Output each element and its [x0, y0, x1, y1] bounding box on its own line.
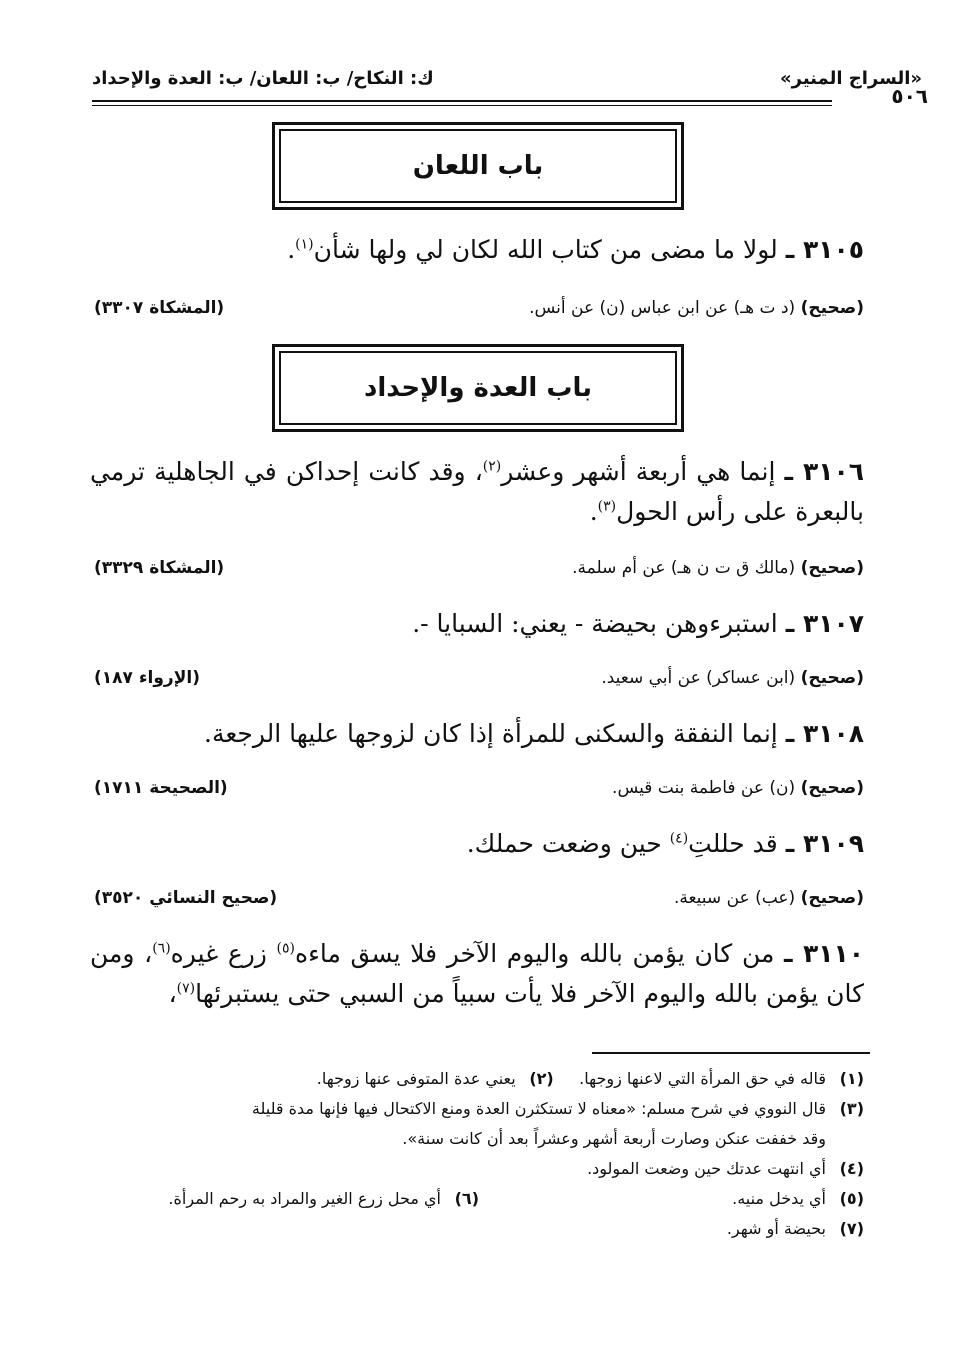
hadith-reference: (المشكاة ٣٣٠٧): [94, 298, 225, 318]
page-header: [92, 62, 928, 108]
hadith-number: ٣١٠٧ ـ: [785, 609, 864, 638]
footnote-text: قاله في حق المرأة التي لاعنها زوجها.: [579, 1069, 826, 1088]
footnote-ref[interactable]: (١): [295, 236, 314, 253]
hadith-text: ، وقد كانت إحداكن في الجاهلية ترمي بالبعرة على رأس الحول: [90, 457, 864, 526]
footnote-text: أي انتهت عدتك حين وضعت المولود.: [587, 1159, 826, 1178]
hadith-source-line: [94, 888, 864, 916]
footnote-ref[interactable]: (٣): [597, 498, 617, 515]
hadith-reference: (المشكاة ٣٣٢٩): [94, 558, 225, 578]
hadith-text: .: [589, 497, 598, 526]
footnote-ref[interactable]: (٥): [276, 940, 295, 957]
hadith-source: (عب) عن سبيعة.: [673, 888, 796, 908]
footnote-number: (٢): [529, 1069, 554, 1088]
footnote-number: (١): [839, 1069, 864, 1088]
hadith-text: .: [287, 235, 296, 264]
hadith-text: إنما النفقة والسكنى للمرأة إذا كان لزوجها عليها الرجعة.: [204, 719, 778, 748]
chapter-title: باب اللعان: [279, 129, 677, 203]
page-number: ٥٠٦: [891, 84, 928, 108]
hadith-source-line: [94, 298, 864, 326]
hadith-3109: [90, 824, 864, 864]
footnote-number: (٦): [454, 1189, 479, 1208]
hadith-3110: [90, 934, 864, 1014]
footnote-number: (٣): [839, 1099, 864, 1118]
footnote-number: (٧): [839, 1219, 864, 1238]
footnote-text: وقد خففت عنكن وصارت أربعة أشهر وعشراً بعد أن كانت سنة».: [402, 1129, 826, 1148]
hadith-source: (ابن عساكر) عن أبي سعيد.: [601, 668, 796, 688]
hadith-grade: (صحيح): [800, 298, 864, 318]
footnote-text: قال النووي في شرح مسلم: «معناه لا تستكثرن العدة ومنع الاكتحال فيها فإنها مدة قليلة: [251, 1099, 826, 1118]
footnote-row: [94, 1154, 864, 1184]
footnote-number: (٥): [839, 1189, 864, 1208]
hadith-grade: (صحيح): [800, 888, 864, 908]
section-path: ك: النكاح/ ب: اللعان/ ب: العدة والإحداد: [92, 68, 434, 89]
footnote-separator: [592, 1052, 870, 1054]
hadith-grade: (صحيح): [800, 558, 864, 578]
footnotes: [94, 1064, 864, 1244]
hadith-number: ٣١٠٥ ـ: [785, 235, 864, 264]
hadith-3108: [90, 714, 864, 754]
hadith-text: ، ومن كان يؤمن بالله واليوم الآخر فلا يأت سبياً من السبي حتى يستبرئها: [90, 939, 864, 1008]
footnote-number: (٤): [839, 1159, 864, 1178]
hadith-text: زرع غيره: [170, 939, 277, 968]
book-title: «السراج المنير»: [780, 68, 922, 89]
hadith-text: لولا ما مضى من كتاب الله لكان لي ولها شأن: [313, 235, 778, 264]
footnote-row: [94, 1064, 864, 1094]
hadith-number: ٣١٠٩ ـ: [785, 829, 864, 858]
hadith-3105: [90, 230, 864, 270]
footnote-ref[interactable]: (٤): [669, 830, 689, 847]
footnote-ref[interactable]: (٧): [176, 980, 196, 997]
hadith-reference: (صحيح النسائي ٣٥٢٠): [94, 888, 278, 908]
footnote-row: [94, 1124, 864, 1154]
hadith-source-line: [94, 778, 864, 806]
hadith-reference: (الإرواء ١٨٧): [94, 668, 200, 688]
hadith-text: استبرءوهن بحيضة - يعني: السبايا -.: [412, 609, 778, 638]
footnote-ref[interactable]: (٦): [152, 940, 171, 957]
hadith-text: إنما هي أربعة أشهر وعشر: [501, 457, 776, 486]
footnote-text: يعني عدة المتوفى عنها زوجها.: [316, 1069, 516, 1088]
header-rule: [92, 100, 832, 106]
hadith-source: (د ت هـ) عن ابن عباس (ن) عن أنس.: [529, 298, 796, 318]
footnote-text: أي محل زرع الغير والمراد به رحم المرأة.: [168, 1189, 441, 1208]
chapter-heading-box: [272, 344, 684, 432]
footnote-ref[interactable]: (٢): [482, 458, 502, 475]
hadith-grade: (صحيح): [800, 668, 864, 688]
footnote-row: [94, 1094, 864, 1124]
hadith-text: من كان يؤمن بالله واليوم الآخر فلا يسق ماءه: [294, 939, 775, 968]
hadith-source-line: [94, 558, 864, 586]
hadith-number: ٣١١٠ ـ: [784, 939, 865, 968]
chapter-heading-box: [272, 122, 684, 210]
hadith-source-line: [94, 668, 864, 696]
footnote-text: بحيضة أو شهر.: [726, 1219, 826, 1238]
hadith-source: (مالك ق ت ن هـ) عن أم سلمة.: [572, 558, 796, 578]
footnote-text: أي يدخل منيه.: [732, 1189, 826, 1208]
footnote-row: [94, 1214, 864, 1244]
hadith-source: (ن) عن فاطمة بنت قيس.: [612, 778, 796, 798]
hadith-text: حين وضعت حملك.: [466, 829, 670, 858]
hadith-number: ٣١٠٦ ـ: [784, 457, 864, 486]
hadith-3106: [90, 452, 864, 532]
hadith-grade: (صحيح): [800, 778, 864, 798]
hadith-text: قد حللتِ: [688, 829, 778, 858]
hadith-3107: [90, 604, 864, 644]
chapter-title: باب العدة والإحداد: [279, 351, 677, 425]
hadith-text: ،: [168, 979, 177, 1008]
footnote-row: [94, 1184, 864, 1214]
hadith-number: ٣١٠٨ ـ: [785, 719, 864, 748]
hadith-reference: (الصحيحة ١٧١١): [94, 778, 228, 798]
